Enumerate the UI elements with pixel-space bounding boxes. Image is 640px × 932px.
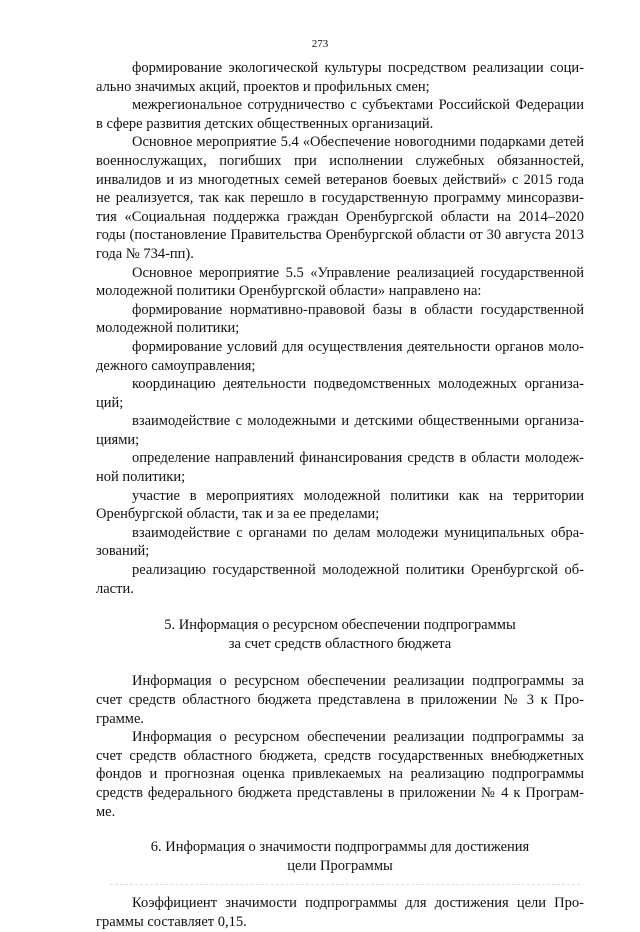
paragraph: формирование нормативно-правовой базы в области государственной молодежной политики; bbox=[96, 301, 584, 337]
section-6-heading-line-2: цели Программы bbox=[287, 857, 393, 874]
document-body bbox=[96, 59, 584, 932]
paragraph: Информация о ресурсном обеспечении реализации подпрограммы за счет средств областного бюджета представлена в приложении № 3 к Программе. bbox=[96, 673, 584, 727]
paragraph: межрегиональное сотрудничество с субъектами Российской Федерации в сфере развития детских общественных организаций. bbox=[96, 97, 584, 132]
page-number: 273 bbox=[311, 38, 329, 50]
paragraph: формирование условий для осуществления деятельности органов молодежного самоуправления; bbox=[96, 338, 584, 374]
section-6-heading-line-1: 6. Информация о значимости подпрограммы для достижения bbox=[150, 839, 530, 856]
paragraph: Информация о ресурсном обеспечении реализации подпрограммы за счет средств областного бюджета, средств государственных внебюджетных фондов и прогнозная оценка привлекаемых на реализацию подпрограммы средств федерального бюджета представлены в приложении № 4 к Программе. bbox=[96, 729, 584, 820]
paragraph: участие в мероприятиях молодежной политики как на территории Оренбургской области, так и за ее пределами; bbox=[96, 487, 584, 523]
paragraph: определение направлений финансирования средств в области молодежной политики; bbox=[96, 450, 584, 486]
paragraph: взаимодействие с органами по делам молодежи муниципальных образований; bbox=[96, 524, 584, 560]
paragraph: Основное мероприятие 5.5 «Управление реализацией государственной молодежной политики Оренбургской области» направлено на: bbox=[96, 264, 584, 300]
section-5-heading-line-1: 5. Информация о ресурсном обеспечении подпрограммы bbox=[164, 617, 516, 634]
paragraph: Основное мероприятие 5.4 «Обеспечение новогодними подарками детей военнослужащих, погибших при исполнении служебных обязанностей, инвалидов и из многодетных семей ветеранов боевых действий» с 2015 года не реализуется, так как перешло в государственную программу минсоразвития «Социальная поддержка граждан Оренбургской области на 2014–2020 годы (постановление Правительства Оренбургской области от 30 августа 2013 года № 734-пп). bbox=[96, 134, 584, 262]
paragraph: реализацию государственной молодежной политики Оренбургской области. bbox=[96, 562, 584, 597]
paragraph: Коэффициент значимости подпрограммы для достижения цели Программы составляет 0,15. bbox=[96, 895, 584, 930]
section-5-heading-line-2: за счет средств областного бюджета bbox=[228, 635, 452, 652]
scan-artifact-line bbox=[110, 884, 580, 889]
paragraph: координацию деятельности подведомственных молодежных организаций; bbox=[96, 376, 584, 411]
paragraph: формирование экологической культуры посредством реализации социально значимых акций, проектов и профильных смен; bbox=[96, 60, 584, 95]
paragraph: взаимодействие с молодежными и детскими общественными организациями; bbox=[96, 413, 584, 448]
